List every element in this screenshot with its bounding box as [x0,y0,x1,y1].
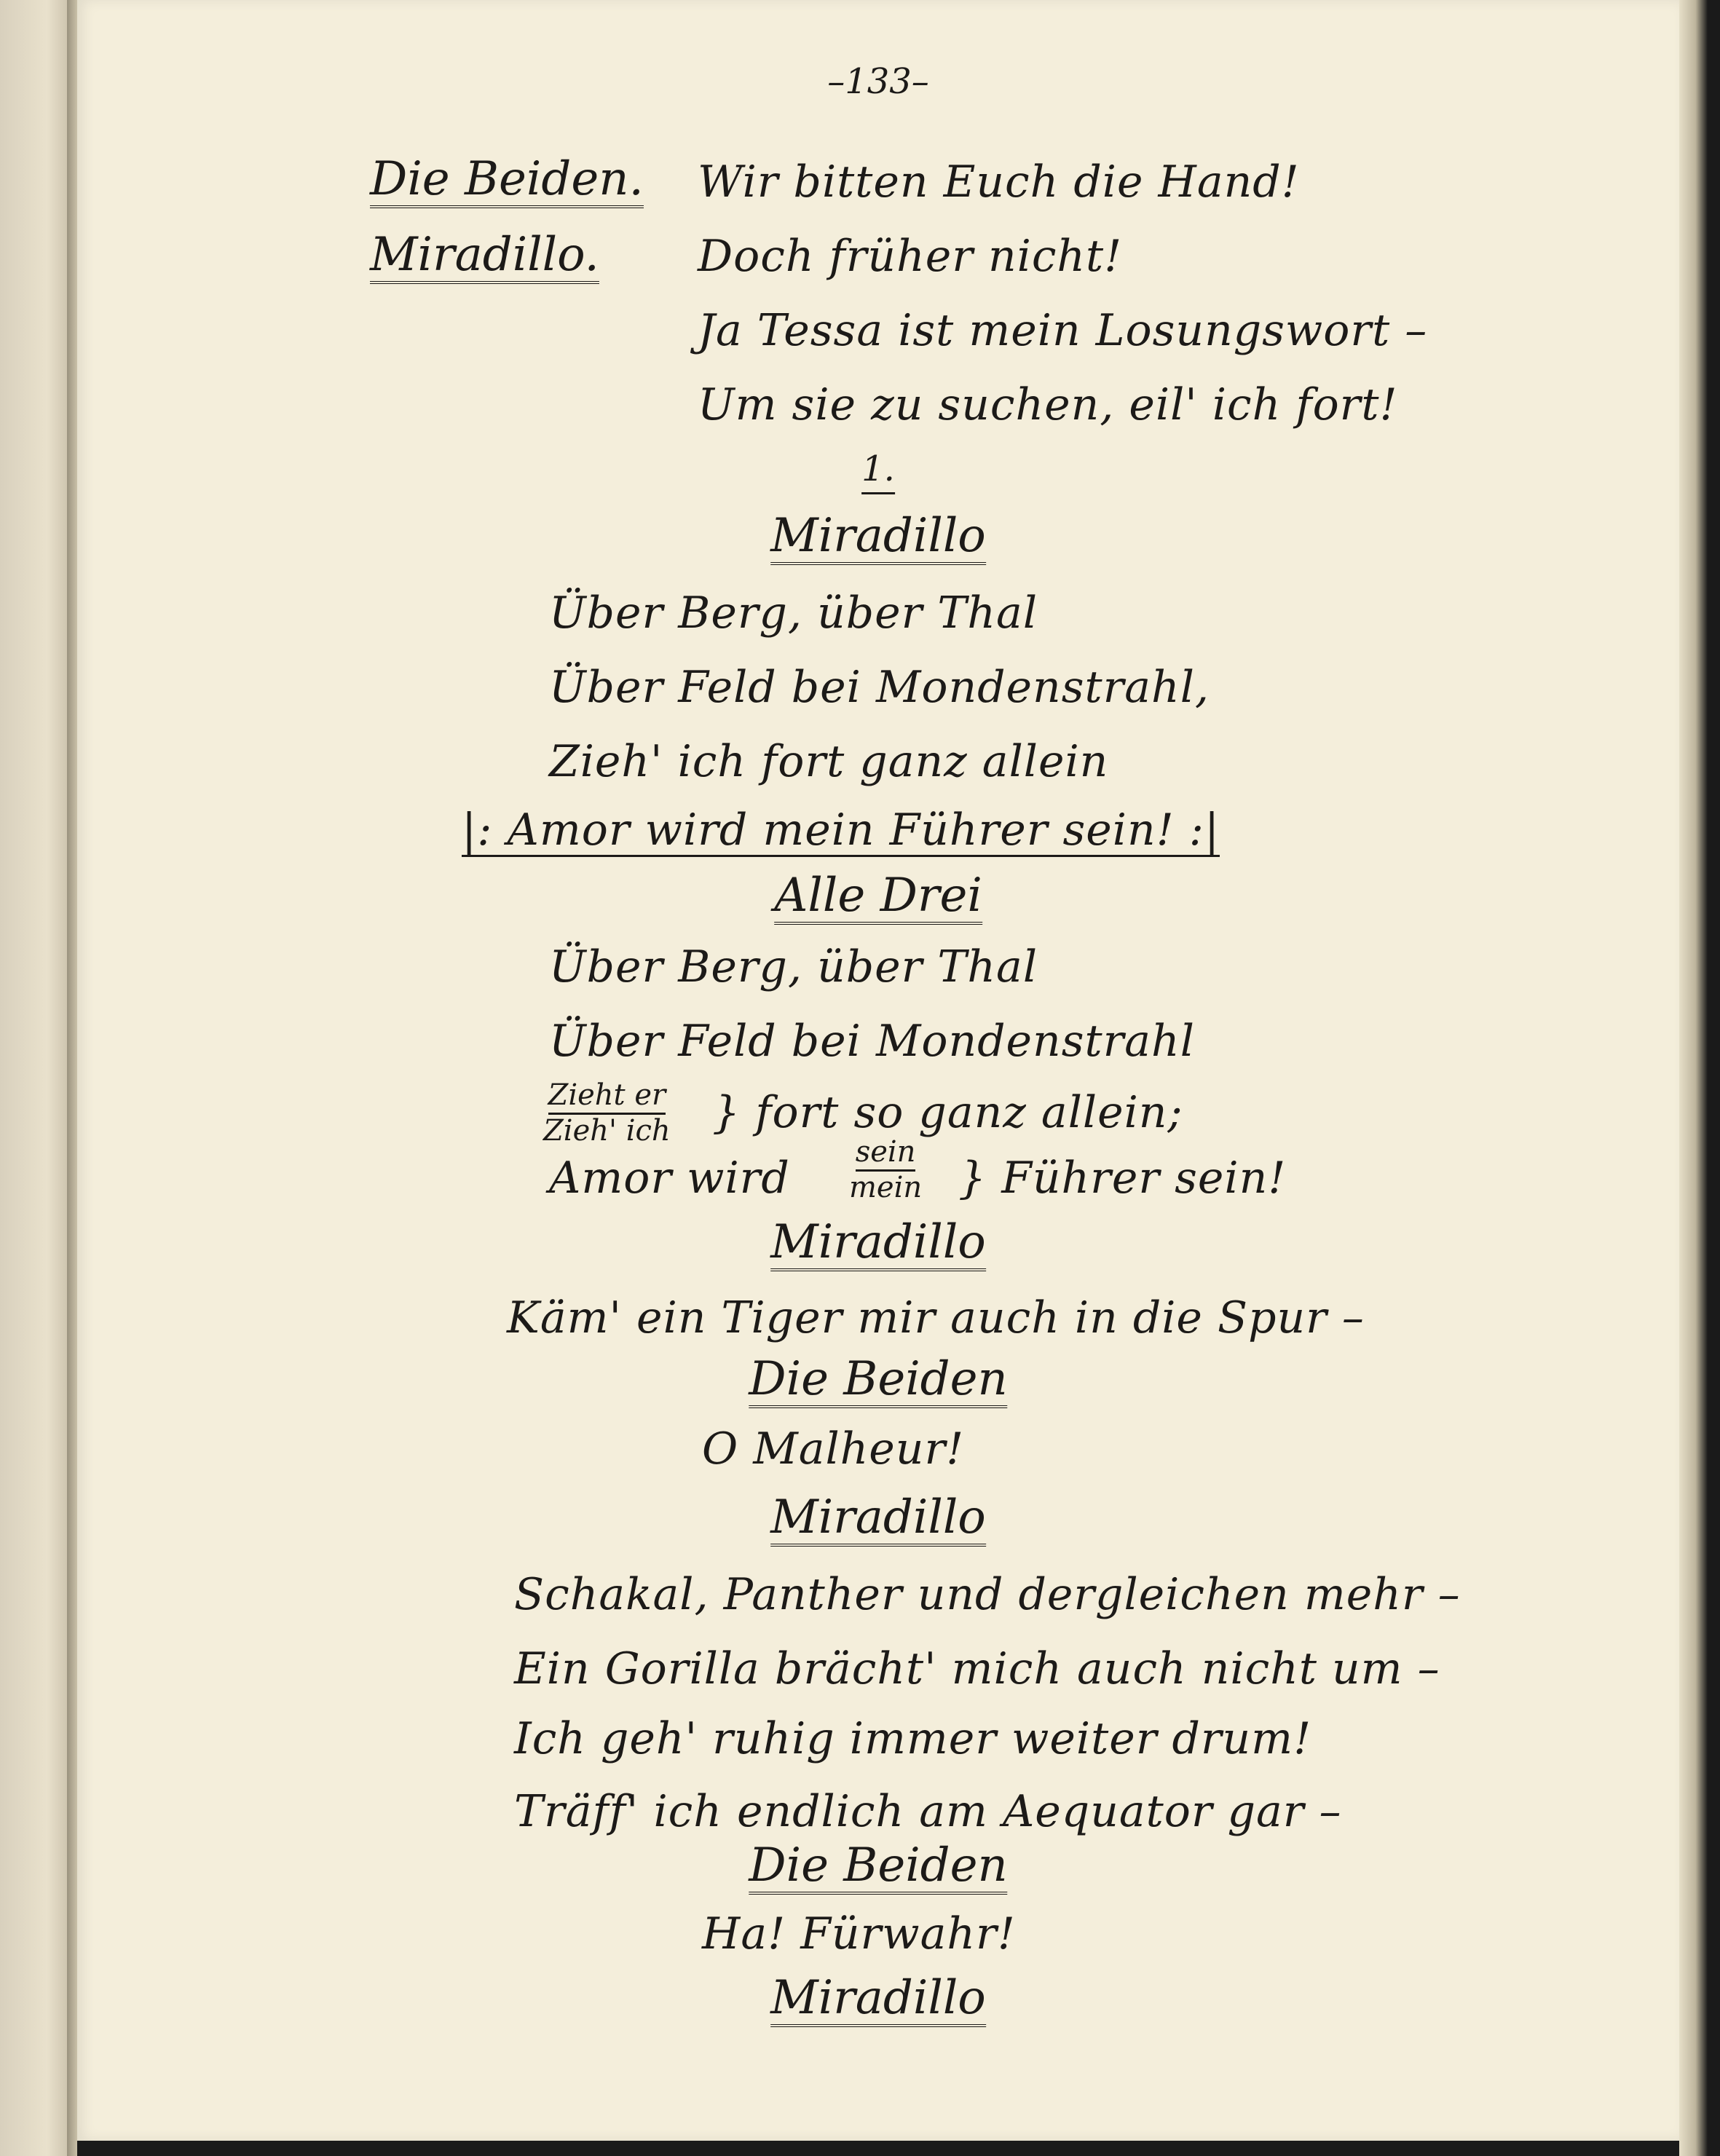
verse-line: } fort so ganz allein; [712,1087,1183,1138]
verse-line: Über Feld bei Mondenstrahl [549,1016,1195,1067]
variant-bottom: mein [849,1171,923,1204]
speaker-die-beiden: Die Beiden [749,1356,1007,1408]
variant-bottom: Zieh' ich [543,1114,671,1148]
page-number: –133– [827,61,929,102]
variant-fraction [543,1079,671,1147]
verse-line: Ha! Fürwahr! [702,1908,1016,1959]
book-gutter [67,0,77,2156]
verse-line: Amor wird [549,1153,790,1204]
speaker-die-beiden: Die Beiden [749,1842,1007,1895]
speaker-die-beiden: Die Beiden. [370,156,644,208]
variant-fraction [849,1136,922,1204]
verse-line: Käm' ein Tiger mir auch in die Spur – [507,1292,1365,1343]
dialogue-line: Ja Tessa ist mein Losungswort – [698,305,1428,356]
dialogue-line: Wir bitten Euch die Hand! [698,157,1300,208]
speaker-miradillo: Miradillo [770,513,986,565]
verse-number: 1. [861,449,895,494]
verse-line: Über Berg, über Thal [549,588,1038,639]
dialogue-line: Um sie zu suchen, eil' ich fort! [698,379,1398,430]
verse-line: Ein Gorilla brächt' mich auch nicht um – [514,1643,1440,1694]
verse-line-repeat: |: Amor wird mein Führer sein! :| [462,805,1220,856]
bottom-edge [77,2141,1679,2156]
speaker-miradillo: Miradillo [770,1219,986,1271]
verse-line: Über Feld bei Mondenstrahl, [549,662,1210,713]
speaker-miradillo: Miradillo [770,1494,986,1547]
speaker-alle-drei: Alle Drei [774,872,982,925]
verse-line: O Malheur! [702,1423,965,1474]
variant-top: Zieht er [548,1079,666,1115]
speaker-miradillo: Miradillo. [370,232,599,284]
left-page-edge [0,0,67,2156]
dialogue-line: Doch früher nicht! [698,231,1123,282]
variant-top: sein [856,1136,916,1172]
verse-line: Über Berg, über Thal [549,941,1038,992]
verse-line: Träff' ich endlich am Aequator gar – [514,1786,1342,1837]
verse-line: Ich geh' ruhig immer weiter drum! [514,1713,1312,1764]
verse-line: Schakal, Panther und dergleichen mehr – [514,1569,1461,1620]
speaker-miradillo: Miradillo [770,1975,986,2027]
manuscript-page [77,0,1679,2141]
verse-line: Zieh' ich fort ganz allein [549,736,1109,787]
verse-line: } Führer sein! [958,1153,1287,1204]
right-page-edge [1679,0,1720,2156]
